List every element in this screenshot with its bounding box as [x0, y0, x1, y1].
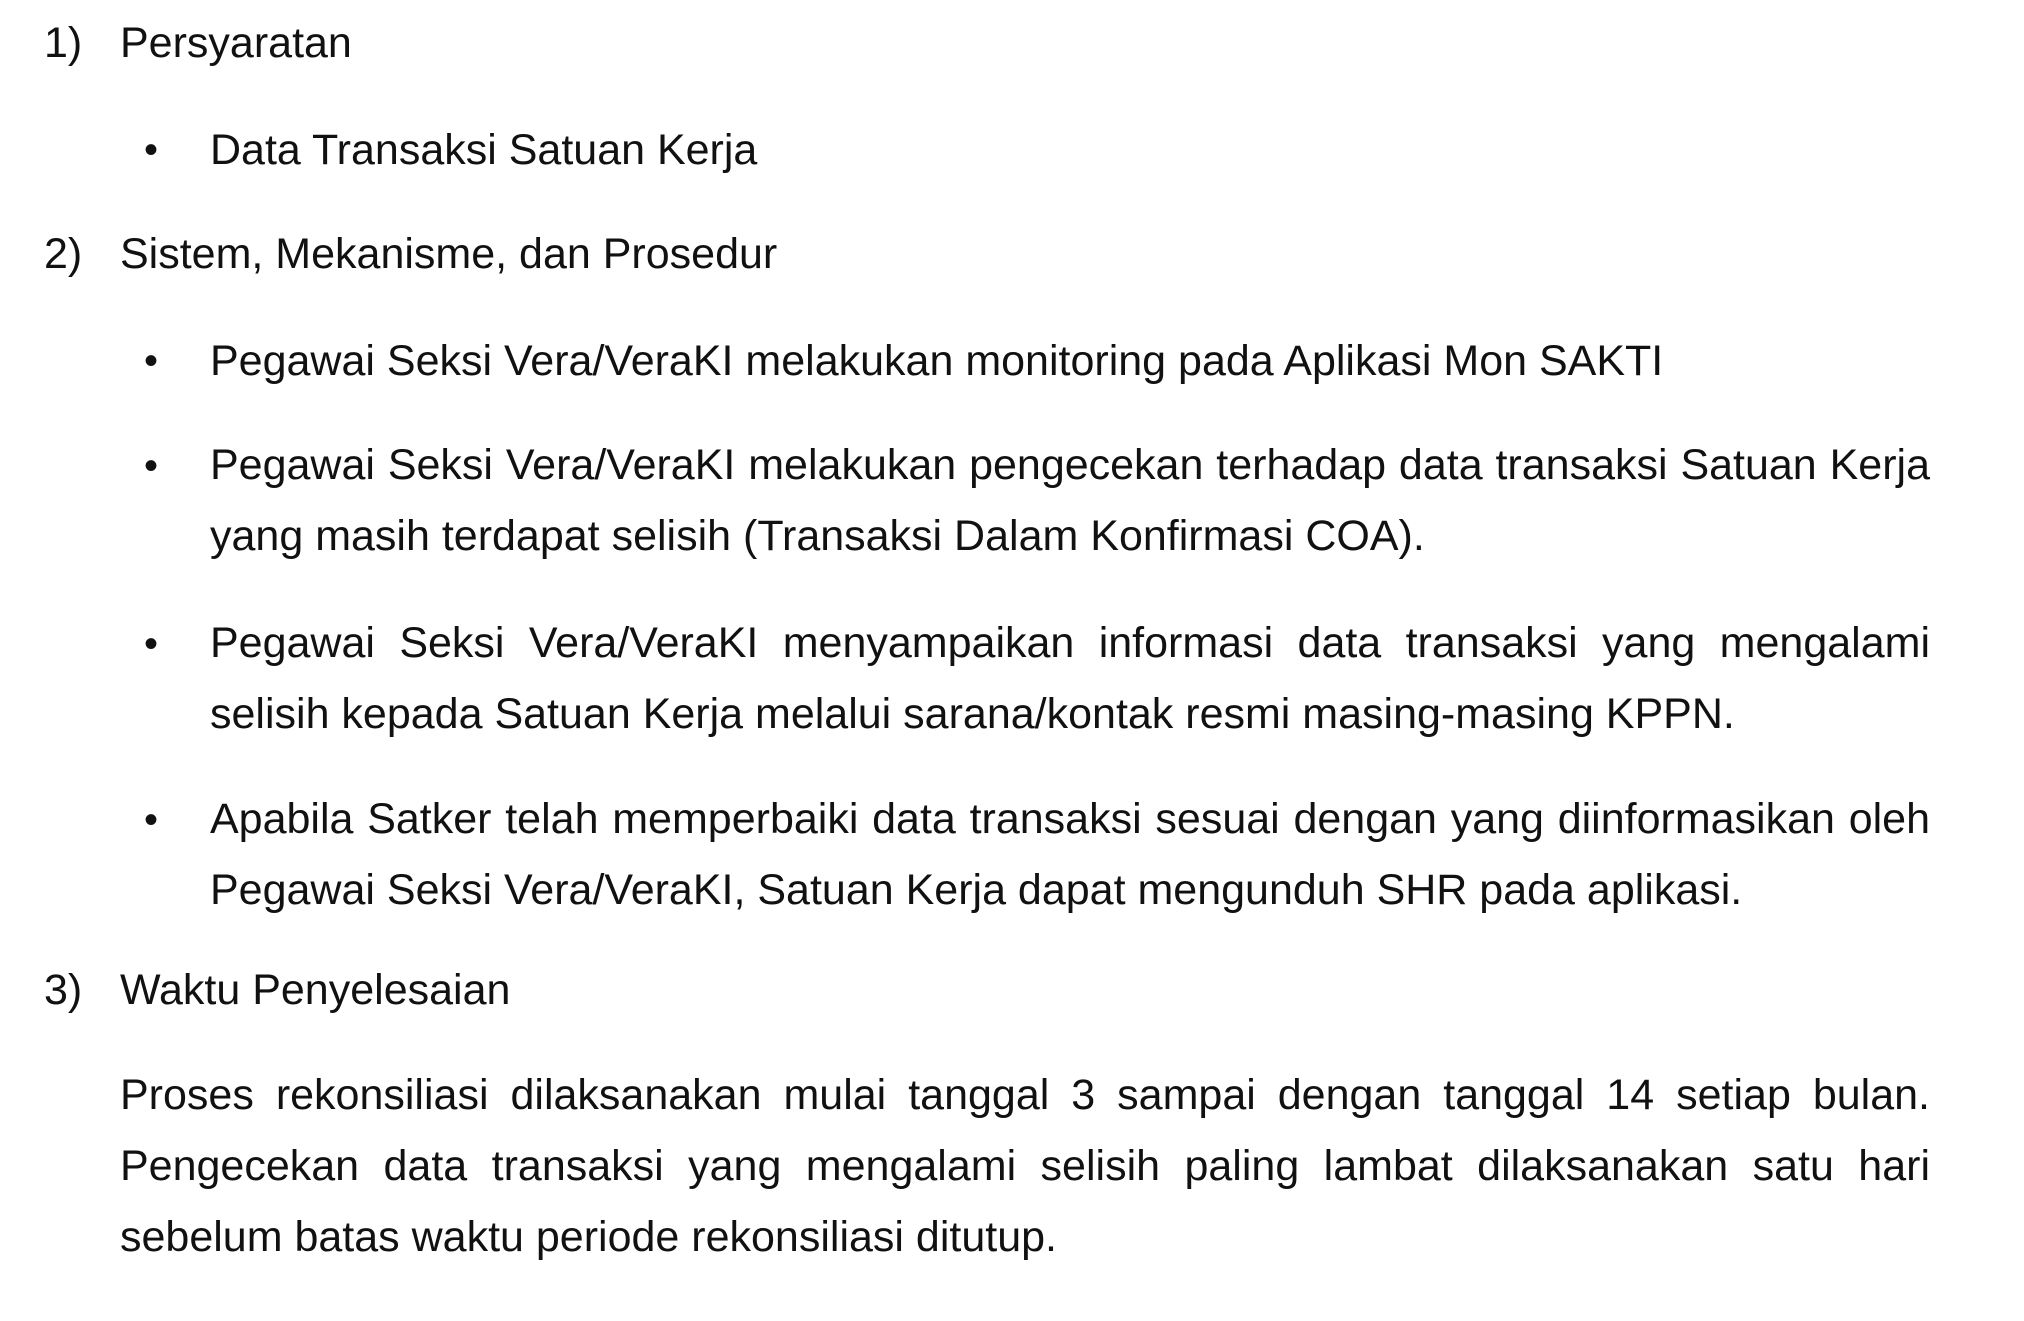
bullet-icon: •	[143, 622, 158, 666]
section-number-2: 2)	[44, 230, 83, 278]
section-paragraph: Proses rekonsiliasi dilaksanakan mulai tanggal 3 sampai dengan tanggal 14 setiap bulan. Pengecekan data transaksi yang mengalami selisih paling lambat dilaksanakan satu hari sebelum batas waktu periode rekonsiliasi ditutup.	[120, 1071, 1930, 1261]
section-title-waktu: Waktu Penyelesaian	[120, 966, 511, 1014]
list-item: Pegawai Seksi Vera/VeraKI menyampaikan informasi data transaksi yang mengalami selisih kepada Satuan Kerja melalui sarana/kontak resmi masing-masing KPPN.	[210, 619, 1930, 738]
list-item: Pegawai Seksi Vera/VeraKI melakukan monitoring pada Aplikasi Mon SAKTI	[210, 337, 1664, 385]
list-item: Data Transaksi Satuan Kerja	[210, 126, 758, 174]
section-title-sistem: Sistem, Mekanisme, dan Prosedur	[120, 230, 778, 278]
section-title-persyaratan: Persyaratan	[120, 19, 352, 67]
bullet-icon: •	[143, 339, 158, 383]
bullet-icon: •	[143, 444, 158, 488]
list-item: Pegawai Seksi Vera/VeraKI melakukan pengecekan terhadap data transaksi Satuan Kerja yang masih terdapat selisih (Transaksi Dalam Konfirmasi COA).	[210, 441, 1930, 560]
section-number-1: 1)	[44, 19, 83, 67]
bullet-icon: •	[143, 798, 158, 842]
section-number-3: 3)	[44, 966, 83, 1014]
bullet-icon: •	[143, 128, 158, 172]
list-item: Apabila Satker telah memperbaiki data transaksi sesuai dengan yang diinformasikan oleh Pegawai Seksi Vera/VeraKI, Satuan Kerja dapat mengunduh SHR pada aplikasi.	[210, 795, 1930, 914]
